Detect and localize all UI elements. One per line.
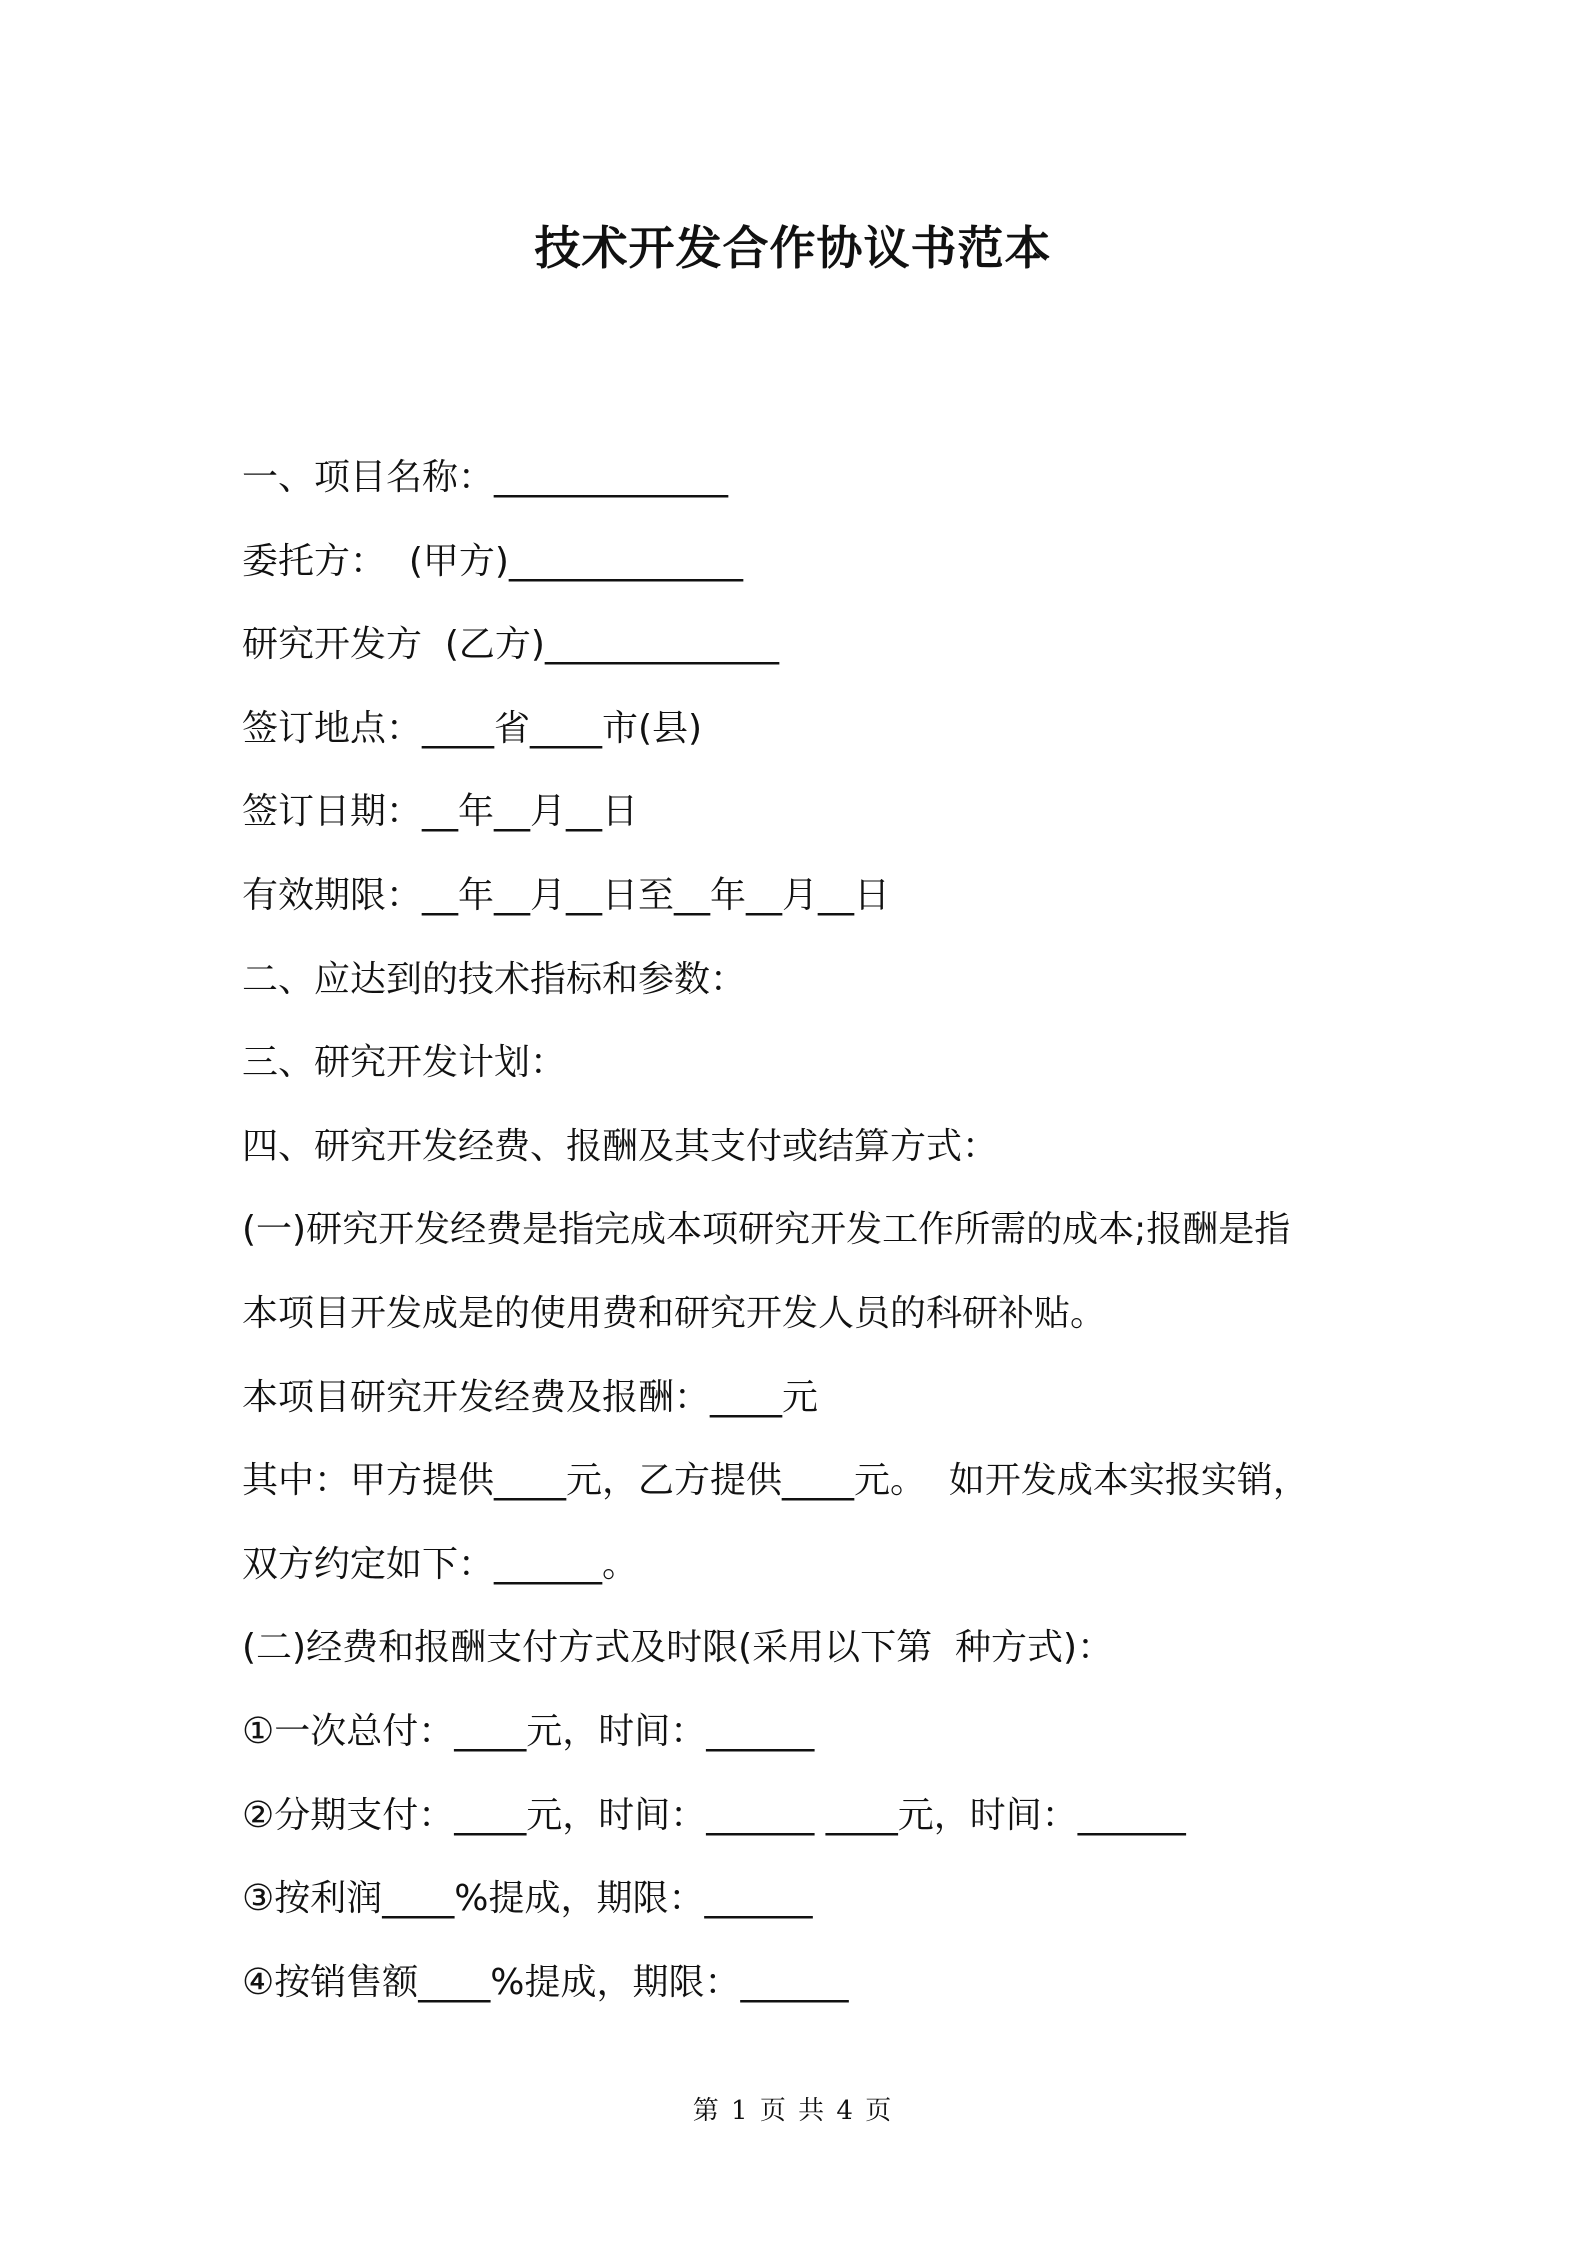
section-technical-indicators: 二、应达到的技术指标和参数：	[242, 958, 747, 1000]
item-client-party-a: 委托方： (甲方)_____________	[242, 540, 743, 582]
item-funding-split-1: 其中：甲方提供____元，乙方提供____元。 如开发成本实报实销，	[242, 1460, 1309, 1502]
section-development-plan: 三、研究开发计划：	[242, 1042, 567, 1084]
item-payment-method-heading: (二)经费和报酬支付方式及时限(采用以下第 种方式)：	[242, 1627, 1114, 1669]
option-sales-share: ④按销售额____%提成，期限：______	[242, 1961, 849, 2003]
paragraph-funding-definition-1: (一)研究开发经费是指完成本项研究开发工作所需的成本;报酬是指	[242, 1209, 1291, 1251]
item-signing-place: 签订地点：____省____市(县)	[242, 707, 703, 749]
option-profit-share: ③按利润____%提成，期限：______	[242, 1878, 813, 1920]
section-funding-payment: 四、研究开发经费、报酬及其支付或结算方式：	[242, 1125, 999, 1167]
page-footer: 第 1 页 共 4 页	[692, 2096, 894, 2126]
item-project-name: 一、项目名称：_____________	[242, 457, 729, 498]
item-validity-period: 有效期限：__年__月__日至__年__月__日	[242, 874, 891, 916]
paragraph-funding-definition-2: 本项目开发成是的使用费和研究开发人员的科研补贴。	[242, 1292, 1107, 1334]
item-developer-party-b: 研究开发方 (乙方)_____________	[242, 624, 779, 666]
option-installments: ②分期支付：____元，时间：______ ____元，时间：______	[242, 1794, 1186, 1836]
item-signing-date: 签订日期：__年__月__日	[242, 791, 639, 833]
document-title: 技术开发合作协议书范本	[534, 221, 1052, 275]
document-body	[242, 450, 1362, 2038]
item-total-funding: 本项目研究开发经费及报酬：____元	[242, 1376, 819, 1418]
option-lump-sum: ①一次总付：____元，时间：______	[242, 1710, 815, 1752]
item-funding-split-2: 双方约定如下：______。	[242, 1543, 639, 1585]
